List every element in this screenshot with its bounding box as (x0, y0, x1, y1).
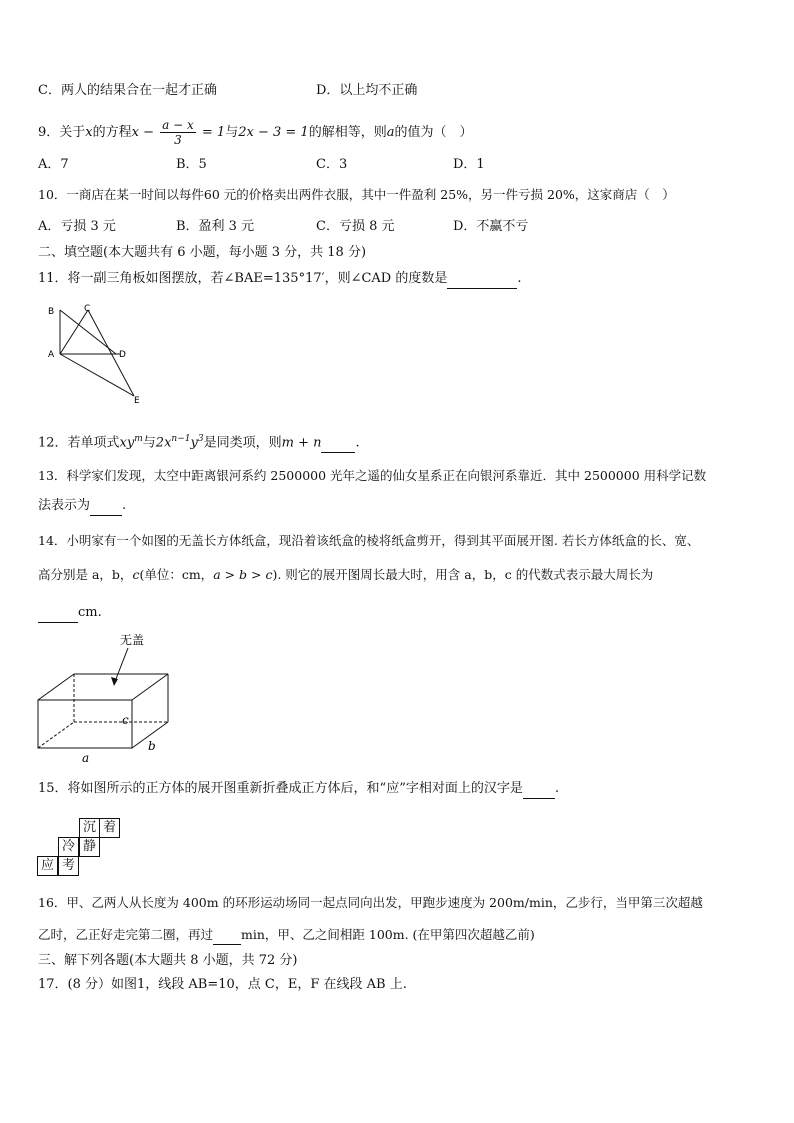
question-13-line-2 (38, 497, 126, 516)
q14-inequality: a > b > c (213, 567, 273, 582)
question-11 (38, 270, 522, 289)
q15-cell-ying: 应 (37, 856, 58, 876)
q13-text-2: 法表示为 (38, 498, 91, 513)
q9-eq-rhs: = 1 (197, 125, 226, 140)
q12-monomial-2b-exp: 3 (197, 434, 204, 444)
q9-text-1: 的方程 (92, 125, 132, 140)
q14-answer-blank (38, 604, 78, 623)
q12-end: . (355, 435, 360, 451)
q10-option-c: C．亏损 8 元 (316, 219, 395, 234)
q12-expression: m + n (281, 435, 322, 451)
question-16-line-2 (38, 926, 535, 945)
q11-label-b: B (48, 307, 55, 317)
q14-var-c: c (132, 567, 140, 582)
question-12 (38, 430, 360, 453)
q9-var-a: a (386, 125, 395, 140)
q11-label-e: E (134, 396, 140, 406)
q14-box-front (38, 700, 132, 748)
q10-option-d: D．不赢不亏 (453, 219, 529, 234)
q12-answer-blank (321, 434, 355, 453)
q14-hidden-diagonal (38, 722, 74, 748)
q10-option-b: B．盈利 3 元 (176, 219, 255, 234)
q9-text-4: 的解相等，则 (308, 125, 387, 140)
q14-label-b: b (148, 739, 156, 753)
question-16-line-1: 16．甲、乙两人从长度为 400m 的环形运动场同一起点同向出发，甲跑步速度为 200m/min，乙步行，当甲第三次超越 (38, 895, 703, 910)
q16-text-2a: 乙时，乙正好走完第二圈，再过 (38, 927, 214, 942)
q14-label-a: a (82, 751, 90, 765)
question-14-line-1: 14．小明家有一个如图的无盖长方体纸盒，现沿着该纸盒的棱将纸盒剪开，得到其平面展开图. 若长方体纸盒的长、宽、 (38, 533, 700, 548)
q11-end: . (517, 271, 522, 286)
question-13-line-1: 13．科学家们发现，太空中距离银河系约 2500000 光年之遥的仙女星系正在向银河系靠近．其中 2500000 用科学记数 (38, 468, 707, 483)
q16-text-2b: min，甲、乙之间相距 100m. (在甲第四次超越乙前) (241, 927, 535, 942)
q14-label-c: c (122, 713, 129, 727)
q15-cell-zhuo: 着 (99, 818, 120, 838)
q14-arrow-head (111, 677, 118, 686)
q15-cell-leng: 冷 (58, 837, 79, 857)
question-9 (38, 118, 472, 147)
q16-answer-blank (213, 926, 241, 945)
question-17: 17．(8 分）如图1，线段 AB=10，点 C，E，F 在线段 AB 上. (38, 977, 407, 992)
q14-box-figure (30, 628, 180, 768)
q9-text-5: 的值为（ ） (394, 125, 473, 140)
q9-text-3: 与 (225, 125, 239, 140)
q8-option-c: C．两人的结果合在一起才正确 (38, 83, 217, 98)
q12-text-1: 12．若单项式 (38, 435, 120, 451)
q14-text-2b: (单位：cm， (139, 567, 214, 582)
q10-option-a: A．亏损 3 元 (38, 219, 116, 234)
q8-option-d: D．以上均不正确 (316, 83, 418, 98)
q14-edge-tr (132, 674, 168, 700)
q14-text-2a: 高分别是 a，b， (38, 567, 133, 582)
q12-monomial-2b: y (190, 435, 198, 451)
section-3-heading: 三、解下列各题(本大题共 8 小题，共 72 分) (38, 953, 298, 968)
q15-text: 15．将如图所示的正方体的展开图重新折叠成正方体后，和“应”字相对面上的汉字是 (38, 781, 523, 796)
q12-monomial-2-exp: n−1 (171, 434, 191, 444)
q9-text-prefix: 9．关于 (38, 125, 86, 140)
q14-unit: cm. (78, 605, 102, 620)
q9-frac-den: 3 (174, 133, 182, 147)
q9-option-b: B．5 (176, 157, 207, 172)
q13-answer-blank (90, 497, 122, 516)
q12-monomial-1-exp: m (134, 434, 143, 444)
q15-cell-kao: 考 (58, 856, 79, 876)
question-10: 10．一商店在某一时间以每件60 元的价格卖出两件衣服，其中一件盈利 25%，另一件亏损 20%，这家商店（ ） (38, 187, 675, 202)
q9-lhs-x: x (131, 125, 139, 140)
q15-cube-net (37, 818, 127, 880)
q12-monomial-1: xy (119, 435, 135, 451)
q15-cell-chen: 沉 (79, 818, 100, 838)
q11-triangle-figure (36, 300, 146, 408)
q9-option-d: D．1 (453, 157, 485, 172)
q11-text: 11．将一副三角板如图摆放，若∠BAE=135°17′，则∠CAD 的度数是 (38, 271, 448, 286)
section-2-heading: 二、填空题(本大题共有 6 小题，每小题 3 分，共 18 分) (38, 245, 367, 260)
q9-fraction (160, 118, 196, 147)
q14-label-wugai: 无盖 (120, 633, 145, 647)
q15-answer-blank (523, 780, 555, 799)
question-14-line-3 (38, 604, 102, 623)
q12-text-2: 与 (142, 435, 156, 451)
q14-text-2c: ). 则它的展开图周长最大时，用含 a，b，c 的代数式表示最大周长为 (272, 567, 654, 582)
q15-cell-jing: 静 (79, 837, 100, 857)
question-14-line-2 (38, 566, 653, 584)
q11-label-c: C (84, 304, 91, 314)
q9-equation-2: 2x − 3 = 1 (238, 125, 309, 140)
question-15 (38, 780, 559, 799)
q15-end: . (554, 781, 559, 796)
q9-var-x: x (85, 125, 93, 140)
q14-edge-tl (38, 674, 74, 700)
q11-line-ac (60, 310, 88, 354)
q9-frac-num: a − x (162, 118, 194, 132)
q9-minus: − (138, 125, 159, 140)
q12-text-3: 是同类项，则 (203, 435, 282, 451)
q13-end: . (122, 498, 127, 513)
q9-option-c: C．3 (316, 157, 348, 172)
q11-label-d: D (119, 350, 126, 360)
q12-monomial-2: 2x (155, 435, 172, 451)
q11-label-a: A (48, 350, 55, 360)
q11-answer-blank (447, 270, 517, 289)
q9-option-a: A．7 (38, 157, 69, 172)
